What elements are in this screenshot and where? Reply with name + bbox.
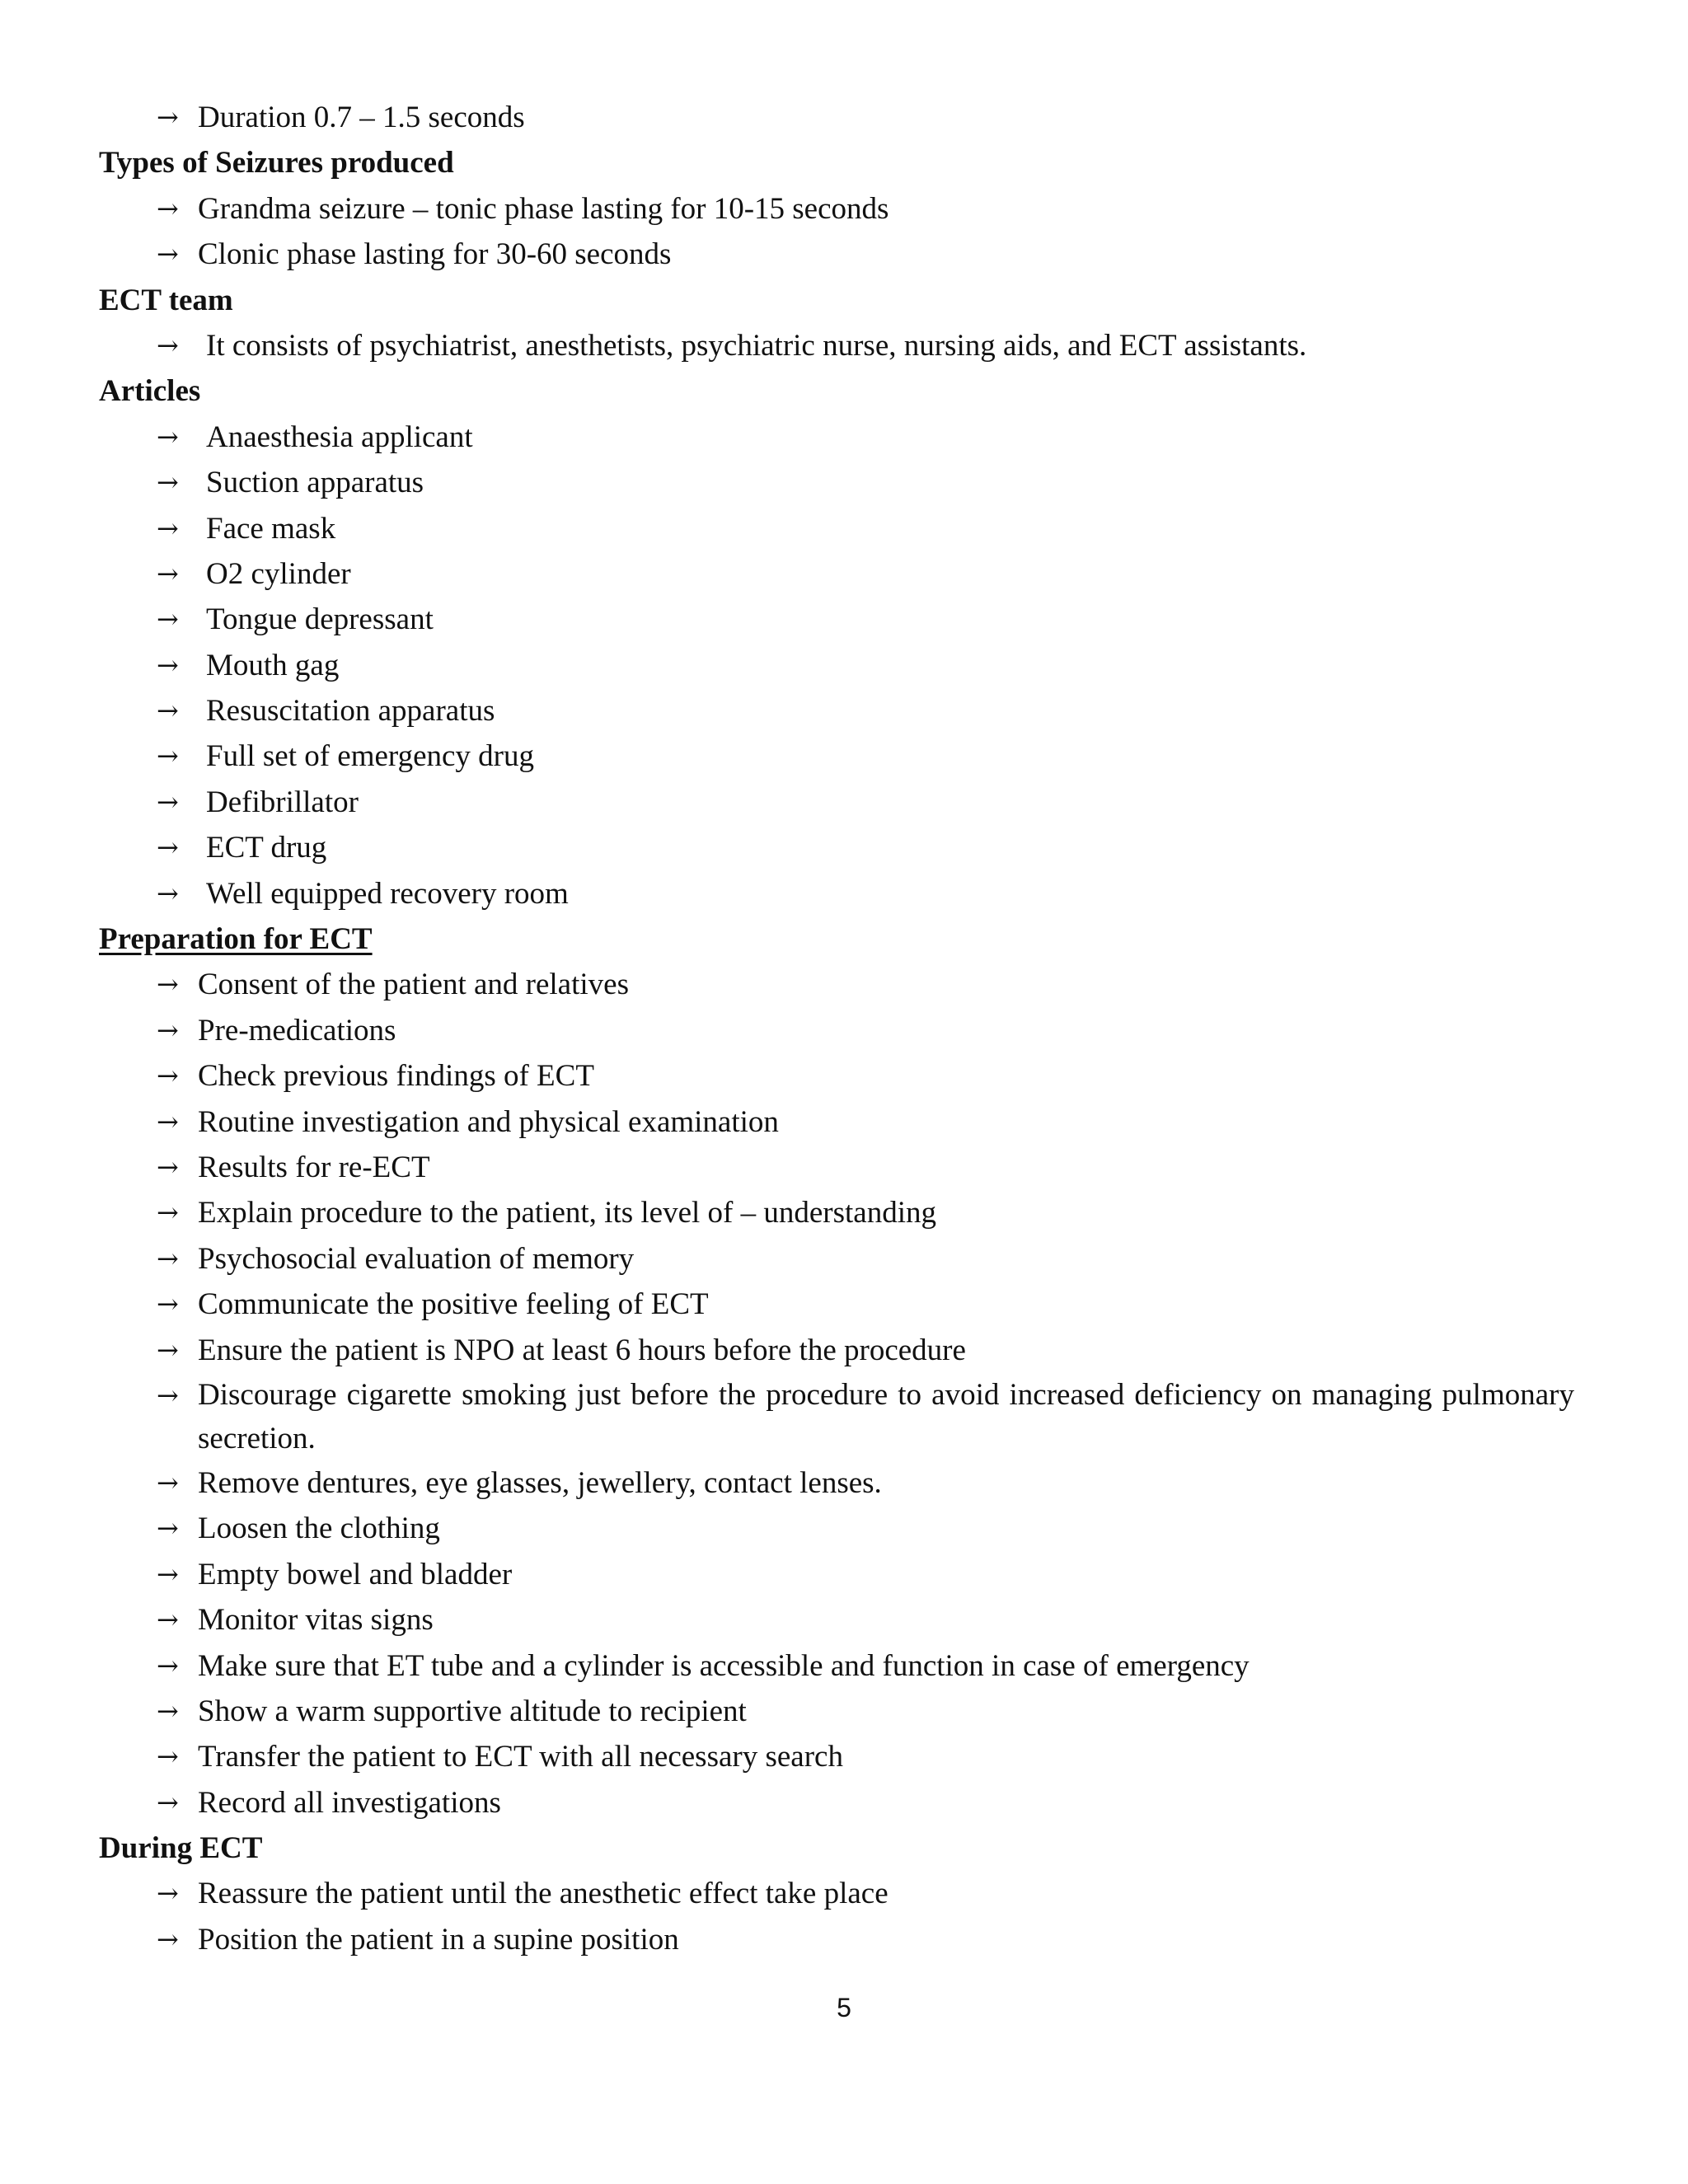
arrow-bullet-icon: → (157, 1333, 179, 1366)
list-item-text: Routine investigation and physical examination (198, 1104, 779, 1139)
arrow-bullet-icon: → (157, 420, 179, 452)
list-item-text: Face mask (206, 511, 336, 546)
arrow-bullet-icon: → (157, 557, 179, 589)
arrow-bullet-icon: → (157, 1242, 179, 1274)
section-heading-ect-team: ECT team (99, 283, 233, 317)
list-item-text: Well equipped recovery room (206, 876, 569, 911)
arrow-bullet-icon: → (157, 1060, 179, 1092)
list-item-text: Tongue depressant (206, 602, 434, 637)
list-item-text: It consists of psychiatrist, anesthetists, psychiatric nurse, nursing aids, and ECT assistants. (206, 328, 1307, 363)
arrow-bullet-icon: → (157, 1379, 179, 1411)
list-item (99, 1917, 1574, 1962)
arrow-bullet-icon: → (157, 1466, 179, 1498)
list-item-text: Grandma seizure – tonic phase lasting for 10-15 seconds (198, 191, 889, 226)
arrow-bullet-icon: → (157, 101, 179, 133)
list-item-text: Results for re-ECT (198, 1150, 430, 1184)
arrow-bullet-icon: → (157, 832, 179, 864)
list-item (99, 643, 1574, 688)
list-item (99, 1282, 1574, 1327)
list-item-text: Monitor vitas signs (198, 1603, 434, 1638)
arrow-bullet-icon: → (157, 1288, 179, 1320)
list-item-text: Consent of the patient and relatives (198, 968, 629, 1002)
list-item-text: Pre-medications (198, 1013, 396, 1047)
list-item-text: ECT drug (206, 831, 327, 865)
arrow-bullet-icon: → (157, 1197, 179, 1229)
list-item (99, 1780, 1574, 1825)
list-item-text: Duration 0.7 – 1.5 seconds (198, 101, 525, 134)
list-item-text: O2 cylinder (206, 556, 351, 591)
list-item-text: Loosen the clothing (198, 1511, 440, 1546)
list-item-text: Reassure the patient until the anesthetic effect take place (198, 1877, 889, 1911)
page-number: 5 (837, 1993, 851, 2022)
list-item-text: Resuscitation apparatus (206, 694, 495, 729)
list-item-text: Psychosocial evaluation of memory (198, 1241, 635, 1276)
arrow-bullet-icon: → (157, 1694, 179, 1727)
section-heading-seizures: Types of Seizures produced (99, 146, 454, 180)
arrow-bullet-icon: → (157, 1604, 179, 1636)
arrow-bullet-icon: → (157, 1923, 179, 1955)
arrow-bullet-icon: → (157, 466, 179, 499)
list-item (99, 551, 1574, 597)
arrow-bullet-icon: → (157, 1786, 179, 1818)
list-item-text: Empty bowel and bladder (198, 1557, 513, 1591)
list-item-text: Communicate the positive feeling of ECT (198, 1287, 709, 1322)
arrow-bullet-icon: → (157, 1877, 179, 1910)
arrow-bullet-icon: → (157, 1512, 179, 1544)
list-item (99, 1053, 1574, 1099)
arrow-bullet-icon: → (157, 740, 179, 772)
arrow-bullet-icon: → (157, 603, 179, 635)
list-item (99, 1099, 1574, 1145)
list-item (99, 1190, 1574, 1235)
list-item (99, 780, 1574, 825)
list-item (99, 1373, 1574, 1460)
arrow-bullet-icon: → (157, 192, 179, 224)
list-item (99, 1871, 1574, 1916)
list-item-duration (99, 95, 1574, 140)
arrow-bullet-icon: → (157, 1558, 179, 1590)
list-item (99, 415, 1574, 460)
list-item-text: Check previous findings of ECT (198, 1059, 594, 1094)
arrow-bullet-icon: → (157, 877, 179, 909)
section-heading-preparation: Preparation for ECT (99, 922, 373, 957)
list-item-text: Mouth gag (206, 648, 340, 682)
list-item (99, 688, 1574, 733)
list-item-text: Remove dentures, eye glasses, jewellery, contact lenses. (198, 1465, 882, 1500)
list-item (99, 962, 1574, 1007)
list-item-text: Position the patient in a supine position (198, 1922, 679, 1957)
list-item (99, 1734, 1574, 1779)
list-item-text: Discourage cigarette smoking just before the procedure to avoid increased deficiency on managing pulmonary secretion. (198, 1377, 1574, 1455)
list-item (99, 597, 1574, 642)
list-item (99, 1643, 1574, 1689)
arrow-bullet-icon: → (157, 968, 179, 1001)
list-item (99, 1689, 1574, 1734)
arrow-bullet-icon: → (157, 649, 179, 681)
list-item-text: Clonic phase lasting for 30-60 seconds (198, 237, 672, 272)
arrow-bullet-icon: → (157, 238, 179, 270)
arrow-bullet-icon: → (157, 1105, 179, 1137)
list-item (99, 1597, 1574, 1643)
arrow-bullet-icon: → (157, 785, 179, 818)
list-item-text: Explain procedure to the patient, its level of – understanding (198, 1196, 936, 1230)
list-item (99, 506, 1574, 551)
arrow-bullet-icon: → (157, 1014, 179, 1046)
list-item (99, 733, 1574, 779)
arrow-bullet-icon: → (157, 1741, 179, 1773)
arrow-bullet-icon: → (157, 695, 179, 727)
list-item (99, 232, 1574, 277)
list-item (99, 1145, 1574, 1190)
page-content (99, 95, 1574, 1962)
list-item-text: Transfer the patient to ECT with all necessary search (198, 1740, 843, 1774)
section-heading-articles: Articles (99, 374, 201, 409)
list-item-text: Suction apparatus (206, 466, 424, 500)
list-item (99, 323, 1574, 368)
list-item (99, 460, 1574, 505)
list-item-text: Defibrillator (206, 785, 359, 819)
list-item-text: Record all investigations (198, 1785, 501, 1820)
list-item (99, 1328, 1574, 1373)
list-item-text: Show a warm supportive altitude to recipient (198, 1694, 747, 1728)
arrow-bullet-icon: → (157, 1649, 179, 1681)
arrow-bullet-icon: → (157, 329, 179, 361)
list-item-text: Make sure that ET tube and a cylinder is accessible and function in case of emergency (198, 1648, 1250, 1683)
list-item-text: Anaesthesia applicant (206, 419, 473, 454)
list-item (99, 1506, 1574, 1551)
list-item (99, 871, 1574, 916)
section-heading-during: During ECT (99, 1831, 263, 1866)
arrow-bullet-icon: → (157, 512, 179, 544)
list-item-text: Ensure the patient is NPO at least 6 hours before the procedure (198, 1333, 966, 1367)
list-item (99, 1552, 1574, 1597)
list-item (99, 1460, 1574, 1506)
list-item-text: Full set of emergency drug (206, 739, 535, 774)
list-item (99, 186, 1574, 232)
list-item (99, 1236, 1574, 1282)
arrow-bullet-icon: → (157, 1151, 179, 1183)
list-item (99, 1008, 1574, 1053)
list-item (99, 825, 1574, 870)
